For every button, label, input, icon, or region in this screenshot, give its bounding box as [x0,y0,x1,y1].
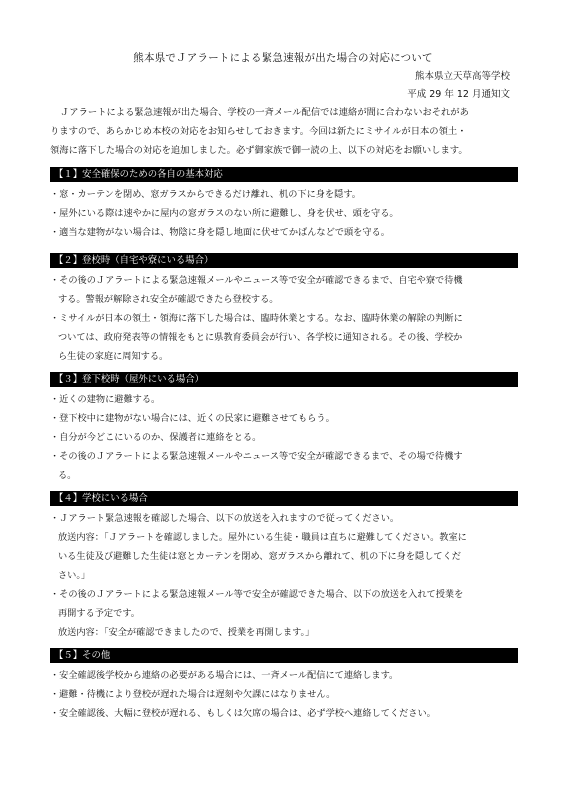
list-item: ・その後のＪアラートによる緊急速報メールやニュース等で安全が確認できるまで、自宅や寮で待機 [50,275,463,286]
section-heading: 【５】その他 [50,648,518,663]
list-item-continuation: する。警報が解除され安全が確認できたら登校する。 [58,294,279,305]
list-item: ・その後のＪアラートによる緊急速報メールやニュース等で安全が確認できるまで、その場で待機す [50,451,463,462]
list-item: ・安全確認後学校から連絡の必要がある場合には、一斉メール配信にて連絡します。 [50,670,399,681]
broadcast-content: 放送内容：「安全が確認できましたので、授業を再開します。」 [58,627,315,638]
list-item: ・屋外にいる際は速やかに屋内の窓ガラスのない所に避難し、身を伏せ、頭を守る。 [50,208,399,219]
section-heading: 【１】安全確保のための各自の基本対応 [50,167,518,182]
intro-paragraph [50,103,520,160]
section-heading: 【４】学校にいる場合 [50,491,518,506]
intro-line: 領海に落下した場合の対応を追加しました。必ず御家族で御一読の上、以下の対応をお願いします。 [50,145,468,156]
intro-line: りますので、あらかじめ本校の対応をお知らせしておきます。今回は新たにミサイルが日本の領土・ [50,126,467,137]
list-item: ・その後のＪアラートによる緊急速報メール等で安全が確認できた場合、以下の放送を入れて授業を [50,589,464,600]
section-2 [50,253,518,366]
section-heading: 【３】登下校時（屋外にいる場合） [50,372,518,387]
list-item-continuation: ついては、政府発表等の情報をもとに県教育委員会が行い、各学校に通知される。その後、学校か [58,332,463,343]
broadcast-content: いる生徒及び避難した生徒は窓とカーテンを閉め、窓ガラスから離れて、机の下に身を隠してくだ [58,551,461,562]
list-item: ・避難・待機により登校が遅れた場合は遅刻や欠課にはなりません。 [50,689,336,700]
document-title: 熊本県でＪアラートによる緊急速報が出た場合の対応について [133,52,433,64]
list-item: ・安全確認後、大幅に登校が遅れる、もしくは欠席の場合は、必ず学校へ連絡してください。 [50,708,436,719]
issuer-school: 熊本県立天草高等学校 [414,71,510,82]
list-item: ・ミサイルが日本の領土・領海に落下した場合は、臨時休業とする。なお、臨時休業の解除の判断に [50,313,463,324]
section-5 [50,648,518,723]
list-item-continuation: ら生徒の家庭に周知する。 [58,351,169,362]
list-item: ・適当な建物がない場合は、物陰に身を隠し地面に伏せてかばんなどで頭を守る。 [50,227,390,238]
list-item: ・窓・カーテンを閉め、窓ガラスからできるだけ離れ、机の下に身を隠す。 [50,189,361,200]
section-heading: 【２】登校時（自宅や寮にいる場合） [50,253,518,268]
list-item-continuation: る。 [58,470,77,481]
section-4 [50,491,518,642]
issuer-date: 平成 29 年 12 月通知文 [407,89,510,100]
list-item: ・近くの建物に避難する。 [50,394,161,405]
broadcast-content: さい。」 [58,570,91,581]
list-item: ・自分が今どこにいるのか、保護者に連絡をとる。 [50,432,262,443]
list-item: ・Ｊアラート緊急速報を確認した場合、以下の放送を入れますので従ってください。 [50,513,400,524]
broadcast-content: 放送内容：「Ｊアラートを確認しました。屋外にいる生徒・職員は直ちに避難してください。教室に [58,532,467,543]
issuer-block [407,68,510,104]
list-item-continuation: 再開する予定です。 [58,608,140,619]
section-1 [50,167,518,242]
intro-line: Ｊアラートによる緊急速報が出た場合、学校の一斉メール配信では連絡が間に合わないおそれがあ [60,107,469,118]
section-3 [50,372,518,485]
list-item: ・登下校中に建物がない場合には、近くの民家に避難させてもらう。 [50,413,335,424]
